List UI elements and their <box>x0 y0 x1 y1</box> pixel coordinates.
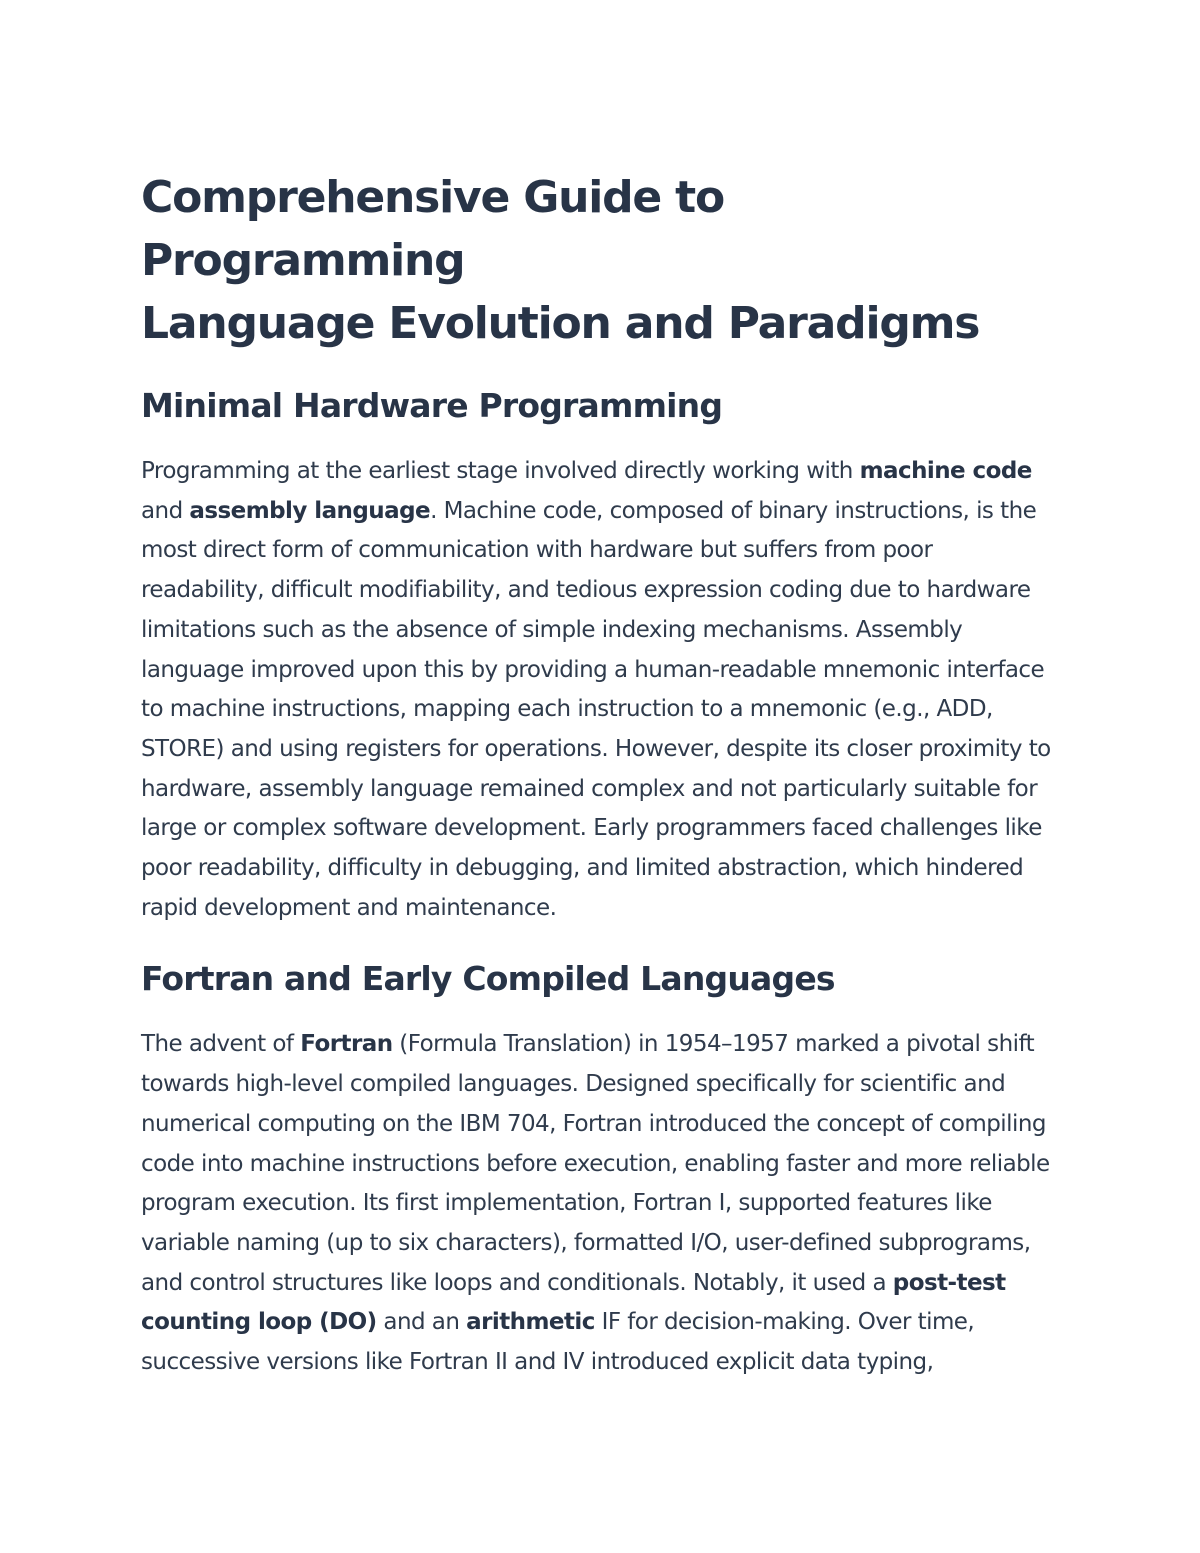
section-heading-minimal-hardware: Minimal Hardware Programming <box>141 386 723 425</box>
section-heading-fortran: Fortran and Early Compiled Languages <box>141 959 835 999</box>
section-paragraph-fortran: The advent of Fortran (Formula Translation) in 1954–1957 marked a pivotal shift towards high-level compiled languages. Designed specifically for scientific and numerical computing on the IBM 704, Fortran introduced the concept of compiling code into machine instructions before execution, enabling faster and more reliable program execution. Its first implementation, Fortran I, supported features like variable naming (up to six characters), formatted I/O, user-defined subprograms, and control structures like loops and conditionals. Notably, it used a post-test counting loop (DO) and an arithmetic IF for decision-making. Over time, successive versions like Fortran II and IV introduced explicit data typing, <box>141 1031 1050 1376</box>
bold-term: post-test counting loop (DO) <box>141 1269 1006 1336</box>
section-paragraph-minimal-hardware: Programming at the earliest stage involved directly working with machine code and assembly language. Machine code, composed of binary instructions, is the most direct form of communication with hardware but suffers from poor readability, difficult modifiability, and tedious expression coding due to hardware limitations such as the absence of simple indexing mechanisms. Assembly language improved upon this by providing a human-readable mnemonic interface to machine instructions, mapping each instruction to a mnemonic (e.g., ADD, STORE) and using registers for operations. However, despite its closer proximity to hardware, assembly language remained complex and not particularly suitable for large or complex software development. Early programmers faced challenges like poor readability, difficulty in debugging, and limited abstraction, which hindered rapid development and maintenance. <box>141 458 1051 921</box>
title-line-1: Comprehensive Guide to Programming <box>141 172 725 286</box>
title-line-2: Language Evolution and Paradigms <box>141 298 980 349</box>
document-title <box>141 166 1061 355</box>
document-page <box>141 166 1061 1383</box>
bold-term: arithmetic <box>466 1309 595 1336</box>
bold-term: assembly language <box>189 497 431 524</box>
bold-term: machine code <box>859 458 1032 484</box>
bold-term: Fortran <box>300 1031 393 1058</box>
